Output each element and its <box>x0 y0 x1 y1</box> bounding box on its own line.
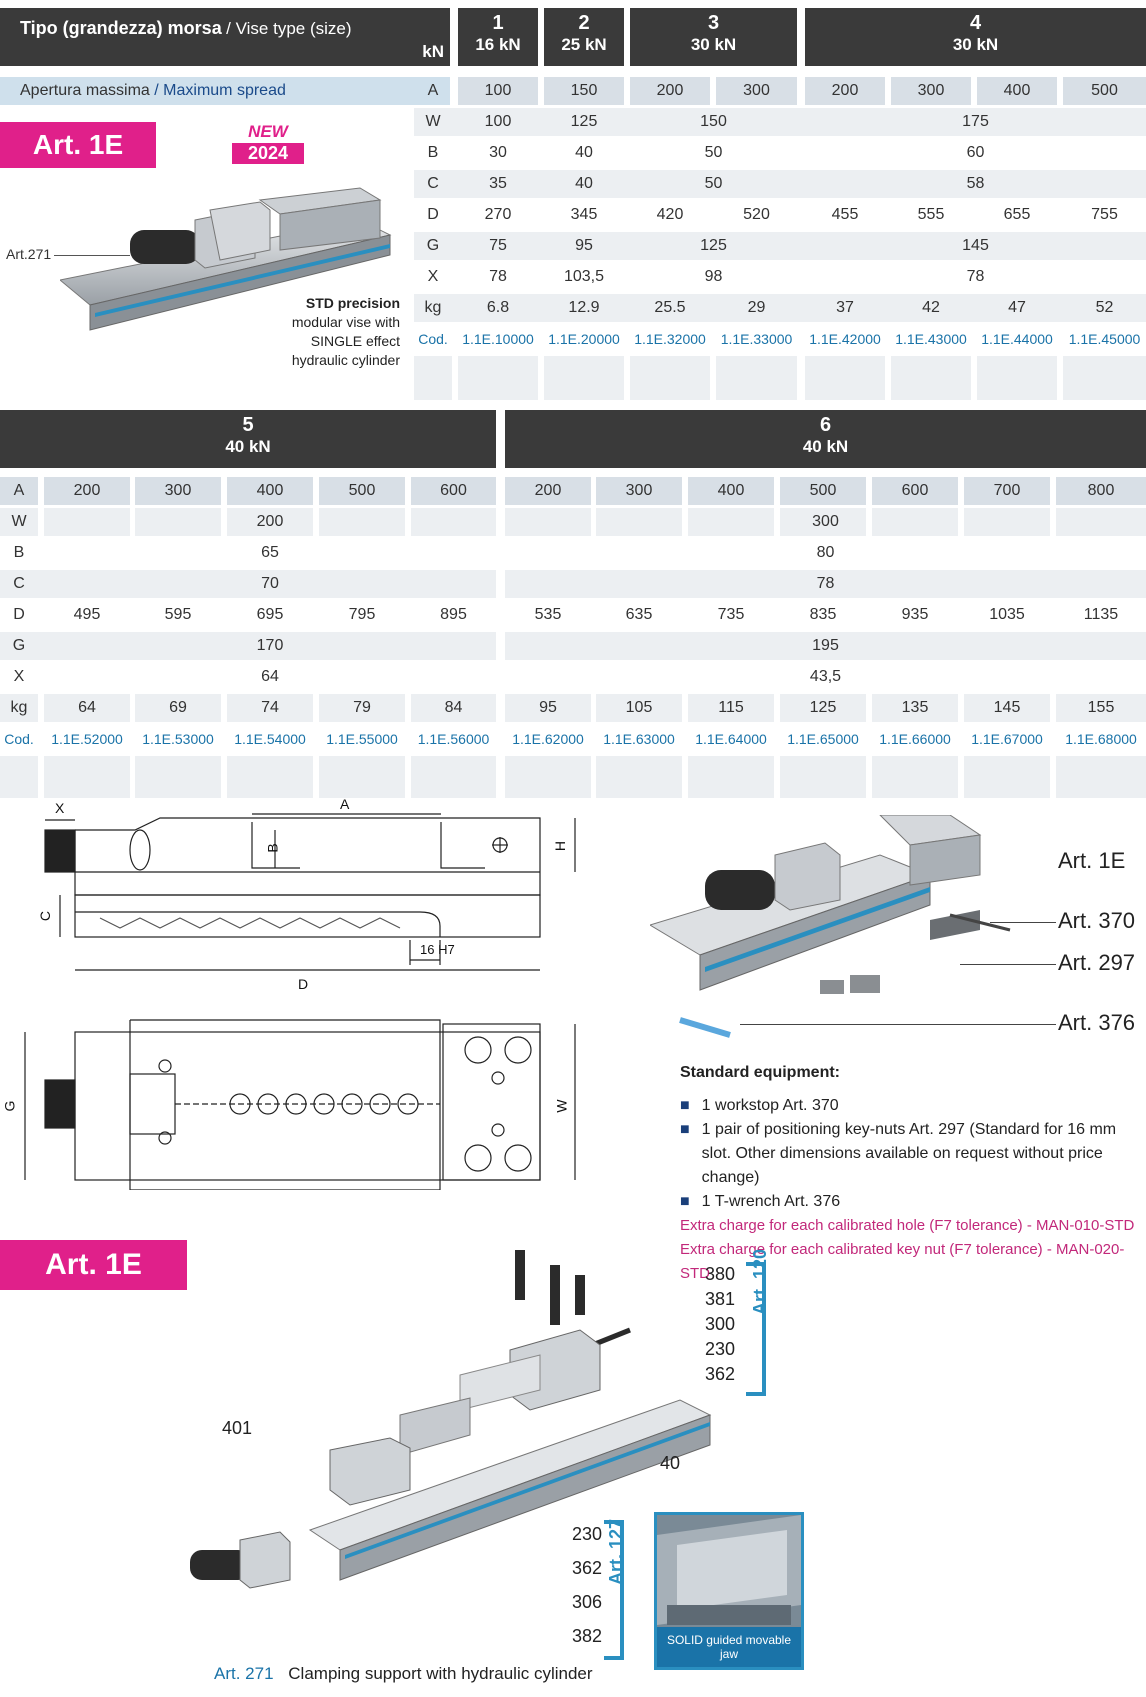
t2-cod-5d: 1.1E.55000 <box>326 731 398 747</box>
size-5-header: 5 40 kN <box>0 410 496 468</box>
t1-G-4: 145 <box>962 237 989 254</box>
size-2-header: 2 25 kN <box>544 8 624 66</box>
new-badge: NEW 2024 <box>232 122 304 170</box>
row-label-C: C <box>427 175 439 192</box>
equipment-item-2: ■ 1 pair of positioning key-nuts Art. 297 (Standard for 16 mm slot. Other dimensions available on request without price change) <box>680 1121 1117 1186</box>
t1-B-4: 60 <box>966 144 985 161</box>
t1-C-1: 35 <box>489 175 507 192</box>
t2-A-6f: 700 <box>993 482 1021 499</box>
t2-kg-5c: 74 <box>261 699 279 716</box>
t2-A-6e: 600 <box>901 482 929 499</box>
t2-kg-6g: 155 <box>1087 699 1115 716</box>
t1-D-4c: 655 <box>1003 206 1031 223</box>
t2-A-6a: 200 <box>534 482 562 499</box>
product-description: STD precision modular vise with SINGLE effect hydraulic cylinder <box>291 295 400 368</box>
dim-h: H <box>552 840 569 852</box>
equipment-item-3: ■ 1 T-wrench Art. 376 <box>680 1193 841 1210</box>
t2-D-6g: 1135 <box>1083 606 1119 623</box>
t2-C-5: 70 <box>261 575 279 592</box>
t1-X-1: 78 <box>489 268 507 285</box>
t1-kg-4d: 52 <box>1095 299 1114 316</box>
inset-caption: SOLID guided movable jaw <box>657 1627 801 1667</box>
t1-C-3: 50 <box>704 175 723 192</box>
row-label-B: B <box>427 144 439 161</box>
t1-C-4: 58 <box>966 175 985 192</box>
t1-kg-3a: 25.5 <box>654 299 686 316</box>
t2-D-5b: 595 <box>164 606 192 623</box>
accessory-297: Art. 297 <box>1058 950 1136 975</box>
t2-cod-5a: 1.1E.52000 <box>51 731 123 747</box>
t2-kg-5d: 79 <box>353 699 371 716</box>
t2-A-5a: 200 <box>73 482 101 499</box>
extra-charge-2: Extra charge for each calibrated key nut (F7 tolerance) - MAN-020-STD <box>680 1241 1125 1282</box>
t1-D-3b: 520 <box>743 206 770 223</box>
t2-kg-5e: 84 <box>444 699 463 716</box>
t1-cod-1: 1.1E.10000 <box>462 331 534 347</box>
t2-C-6: 78 <box>816 575 835 592</box>
part-300: 300 <box>705 1314 736 1334</box>
t1-B-1: 30 <box>489 144 507 161</box>
part-230-top: 230 <box>705 1339 736 1359</box>
t2-B-5: 65 <box>261 544 279 561</box>
t1-kg-4c: 47 <box>1008 299 1026 316</box>
size-3-header: 3 30 kN <box>630 8 797 66</box>
part-381: 381 <box>705 1289 736 1309</box>
t1-A-4c: 400 <box>1003 82 1031 99</box>
t2-A-6d: 500 <box>809 482 837 499</box>
part-230-bottom: 230 <box>572 1524 603 1544</box>
exploded-title-badge: Art. 1E <box>0 1240 187 1290</box>
t2-row-label-X: X <box>13 668 25 685</box>
t2-cod-6b: 1.1E.63000 <box>603 731 675 747</box>
dim-slot: 16 H7 <box>420 942 455 957</box>
table1-type-header: Tipo (grandezza) morsa / Vise type (size) kN <box>0 8 450 66</box>
t1-A-4d: 500 <box>1091 82 1118 99</box>
t2-row-label-W: W <box>11 513 27 530</box>
t1-D-1: 270 <box>484 206 512 223</box>
t1-B-3: 50 <box>704 144 723 161</box>
t1-cod-2: 1.1E.20000 <box>548 331 620 347</box>
leader-297 <box>960 964 1056 965</box>
t1-B-2: 40 <box>575 144 593 161</box>
dim-w: W <box>553 1099 570 1113</box>
t1-X-3: 98 <box>704 268 723 285</box>
t1-W-1: 100 <box>484 113 512 130</box>
t2-row-label-C: C <box>13 575 25 592</box>
t1-cod-4c: 1.1E.44000 <box>981 331 1053 347</box>
row-label-G: G <box>426 237 440 254</box>
t2-G-5: 170 <box>256 637 284 654</box>
t1-G-2: 95 <box>575 237 593 254</box>
part-382: 382 <box>572 1626 603 1646</box>
art271-leader <box>54 255 130 256</box>
t1-cod-4a: 1.1E.42000 <box>809 331 881 347</box>
part-40: 40 <box>660 1453 681 1473</box>
t2-row-label-B: B <box>13 544 25 561</box>
part-380: 380 <box>705 1264 736 1284</box>
t2-kg-6a: 95 <box>539 699 557 716</box>
t2-A-5d: 500 <box>348 482 376 499</box>
row-label-cod: Cod. <box>418 331 448 347</box>
t1-W-2: 125 <box>570 113 598 130</box>
t2-cod-6f: 1.1E.67000 <box>971 731 1043 747</box>
type-label: Tipo (grandezza) morsa <box>20 18 222 38</box>
t1-kg-1: 6.8 <box>486 299 510 316</box>
t1-kg-3b: 29 <box>747 299 766 316</box>
row-label-kg: kg <box>424 299 442 316</box>
t2-cod-5c: 1.1E.54000 <box>234 731 306 747</box>
t1-A-4b: 300 <box>917 82 945 99</box>
t2-cod-6e: 1.1E.66000 <box>879 731 951 747</box>
accessories-image <box>650 815 1060 1055</box>
size-4-header: 4 30 kN <box>805 8 1146 66</box>
t2-D-6d: 835 <box>809 606 837 623</box>
t2-kg-6f: 145 <box>993 699 1021 716</box>
art-title-badge: Art. 1E <box>0 122 156 168</box>
t2-D-6c: 735 <box>717 606 745 623</box>
t2-B-6: 80 <box>816 544 835 561</box>
t1-A-3b: 300 <box>743 82 770 99</box>
dim-x: X <box>55 800 65 816</box>
t2-A-5c: 400 <box>256 482 284 499</box>
t1-A-2: 150 <box>570 82 598 99</box>
t2-X-5: 64 <box>261 668 279 685</box>
inset-photo <box>654 1512 804 1670</box>
top-view-drawing <box>0 1010 590 1190</box>
t1-kg-4a: 37 <box>836 299 854 316</box>
size-6-header: 6 40 kN <box>505 410 1146 468</box>
t2-row-label-kg: kg <box>10 699 28 716</box>
t1-D-3a: 420 <box>656 206 684 223</box>
t1-cod-3b: 1.1E.33000 <box>720 331 793 347</box>
t2-X-6: 43,5 <box>809 668 842 685</box>
t2-A-5b: 300 <box>164 482 192 499</box>
t1-cod-4b: 1.1E.43000 <box>895 331 967 347</box>
t1-D-4b: 555 <box>917 206 945 223</box>
row-label-W: W <box>425 113 441 130</box>
row-label-D: D <box>427 206 439 223</box>
t1-A-4a: 200 <box>831 82 859 99</box>
group-art127: Art. 127 <box>606 1518 626 1585</box>
t2-kg-6e: 135 <box>901 699 929 716</box>
t1-cod-3a: 1.1E.32000 <box>634 331 706 347</box>
side-view-drawing <box>0 796 590 1000</box>
t2-cod-6c: 1.1E.64000 <box>695 731 767 747</box>
row-label-A: A <box>427 82 439 99</box>
t1-G-1: 75 <box>489 237 507 254</box>
t2-D-6a: 535 <box>534 606 562 623</box>
t1-W-4: 175 <box>962 113 989 130</box>
size-1-header: 1 16 kN <box>458 8 538 66</box>
t1-X-4: 78 <box>966 268 985 285</box>
t2-A-5e: 600 <box>440 482 467 499</box>
t2-cod-5b: 1.1E.53000 <box>142 731 214 747</box>
equipment-title: Standard equipment: <box>680 1064 841 1081</box>
dim-d: D <box>298 976 309 992</box>
spread-label: Apertura massima / Maximum spread <box>20 82 286 99</box>
dim-a: A <box>340 796 350 812</box>
part-401: 401 <box>222 1418 253 1438</box>
t1-G-3: 125 <box>700 237 727 254</box>
t1-kg-4b: 42 <box>922 299 940 316</box>
dim-c: C <box>37 910 54 922</box>
t2-D-5c: 695 <box>256 606 284 623</box>
part-306: 306 <box>572 1592 603 1612</box>
t2-row-label-cod: Cod. <box>4 731 34 747</box>
t1-cod-4d: 1.1E.45000 <box>1068 331 1141 347</box>
t2-kg-5a: 64 <box>78 699 96 716</box>
t2-D-6e: 935 <box>901 606 929 623</box>
accessories-title: Art. 1E <box>1058 848 1126 873</box>
t2-row-label-A: A <box>13 482 25 499</box>
part-362-top: 362 <box>705 1364 736 1384</box>
t2-A-6g: 800 <box>1087 482 1115 499</box>
t2-row-label-D: D <box>13 606 25 623</box>
accessory-376: Art. 376 <box>1058 1010 1136 1035</box>
leader-370 <box>990 922 1056 923</box>
dim-g: G <box>1 1100 18 1112</box>
t1-A-1: 100 <box>484 82 512 99</box>
t1-W-3: 150 <box>700 113 727 130</box>
t2-cod-6a: 1.1E.62000 <box>512 731 584 747</box>
t1-C-2: 40 <box>575 175 593 192</box>
t2-D-6f: 1035 <box>989 606 1025 623</box>
t2-D-5d: 795 <box>348 606 376 623</box>
extra-charge-1: Extra charge for each calibrated hole (F7 tolerance) - MAN-010-STD <box>680 1217 1135 1234</box>
t2-cod-5e: 1.1E.56000 <box>417 731 490 747</box>
equipment-item-1: ■ 1 workstop Art. 370 <box>680 1097 839 1114</box>
t1-D-2: 345 <box>570 206 598 223</box>
t2-D-6b: 635 <box>625 606 653 623</box>
row-label-X: X <box>427 268 439 285</box>
t2-kg-6d: 125 <box>809 699 837 716</box>
group-art120: Art. 120 <box>750 1248 770 1315</box>
t2-A-6b: 300 <box>625 482 653 499</box>
t2-W-6: 300 <box>812 513 839 530</box>
t2-cod-6g: 1.1E.68000 <box>1065 731 1137 747</box>
t2-W-5: 200 <box>256 513 284 530</box>
art271-label: Art.271 <box>6 246 52 262</box>
footer-caption: Art. 271 Clamping support with hydraulic cylinder <box>214 1664 593 1683</box>
t1-D-4d: 755 <box>1091 206 1118 223</box>
accessory-370: Art. 370 <box>1058 908 1136 933</box>
t1-D-4a: 455 <box>831 206 859 223</box>
t2-row-label-G: G <box>12 637 26 654</box>
part-362-bottom: 362 <box>572 1558 603 1578</box>
t1-kg-2: 12.9 <box>568 299 600 316</box>
kn-label: kN <box>422 42 444 61</box>
t2-D-5a: 495 <box>73 606 101 623</box>
t2-kg-6c: 115 <box>718 699 744 716</box>
t1-X-2: 103,5 <box>563 268 605 285</box>
t2-A-6c: 400 <box>717 482 745 499</box>
t2-D-5e: 895 <box>440 606 467 623</box>
t2-kg-6b: 105 <box>625 699 653 716</box>
leader-376 <box>740 1024 1056 1025</box>
t2-G-6: 195 <box>812 637 839 654</box>
dim-b: B <box>264 843 281 853</box>
t2-kg-5b: 69 <box>169 699 187 716</box>
type-label-en: Vise type (size) <box>235 19 352 38</box>
t1-A-3a: 200 <box>656 82 684 99</box>
t2-cod-6d: 1.1E.65000 <box>787 731 859 747</box>
